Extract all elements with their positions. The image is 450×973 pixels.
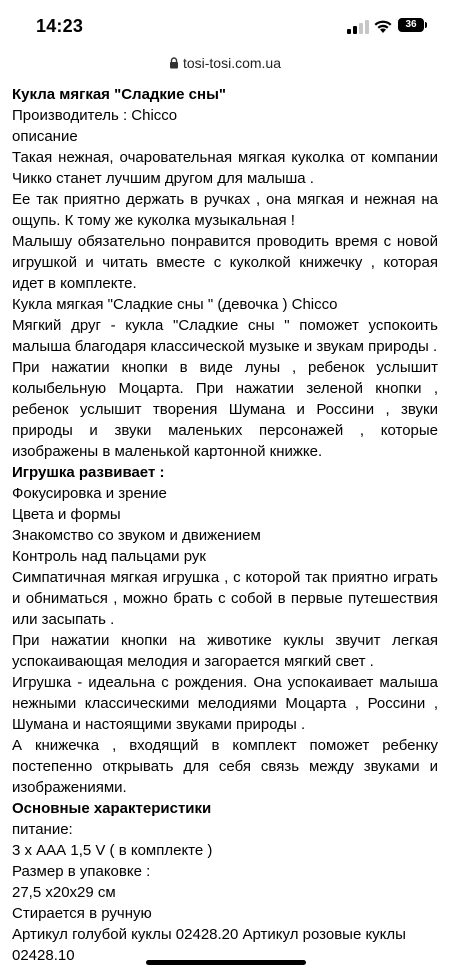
- address-bar[interactable]: [0, 48, 450, 78]
- spec-power-value: 3 х ААА 1,5 V ( в комплекте ): [12, 842, 213, 859]
- paragraph: Мягкий друг - кукла "Сладкие сны " поможет успокоить малыша благодаря классической музыке и звукам природы .: [12, 317, 438, 355]
- cellular-signal-icon: [347, 20, 369, 34]
- specs-heading: Основные характеристики: [12, 800, 212, 817]
- product-title: Кукла мягкая "Сладкие сны": [12, 86, 226, 103]
- list-item: Фокусировка и зрение: [12, 485, 167, 502]
- lock-icon: [169, 57, 179, 69]
- paragraph: При нажатии кнопки в виде луны , ребенок услышит колыбельную Моцарта. При нажатии зеленой кнопки , ребенок услышит творения Шумана и Россини , звуки природы и звуки маленьких персонажей , которые изображены в маленькой картонной книжке.: [12, 359, 438, 460]
- spec-size-value: 27,5 х20х29 см: [12, 884, 116, 901]
- paragraph: А книжечка , входящий в комплект поможет ребенку постепенно открывать для себя связь между звуками и изображениями.: [12, 737, 438, 796]
- paragraph: Малышу обязательно понравится проводить время с новой игрушкой и читать вместе с куколкой книжечку , которая идет в комплекте.: [12, 233, 438, 292]
- paragraph: Ее так приятно держать в ручках , она мягкая и нежная на ощупь. К тому же куколка музыкальная !: [12, 191, 438, 229]
- paragraph: Такая нежная, очаровательная мягкая куколка от компании Чикко станет лучшим другом для малыша .: [12, 149, 438, 187]
- url-text: tosi-tosi.com.ua: [182, 55, 282, 71]
- battery-icon: 36: [398, 18, 424, 32]
- paragraph: Кукла мягкая "Сладкие сны " (девочка ) Chicco: [12, 296, 338, 313]
- spec-wash: Стирается в ручную: [12, 905, 152, 922]
- battery-cap: [425, 22, 427, 28]
- spec-power-label: питание:: [12, 821, 73, 838]
- list-item: Знакомство со звуком и движением: [12, 527, 261, 544]
- paragraph: Симпатичная мягкая игрушка , с которой так приятно играть и обниматься , можно брать с собой в первые путешествия или засыпать .: [12, 569, 438, 628]
- status-time: 14:23: [36, 16, 84, 36]
- spec-article-numbers: Артикул голубой куклы 02428.20 Артикул розовые куклы 02428.10: [12, 926, 406, 964]
- develops-heading: Игрушка развивает :: [12, 464, 165, 481]
- paragraph: При нажатии кнопки на животике куклы звучит легкая успокаивающая мелодия и загорается мягкий свет .: [12, 632, 438, 670]
- spec-size-label: Размер в упаковке :: [12, 863, 151, 880]
- manufacturer: Производитель : Chicco: [12, 107, 178, 124]
- description-label: описание: [12, 128, 78, 145]
- list-item: Цвета и формы: [12, 506, 121, 523]
- home-indicator[interactable]: [146, 960, 306, 965]
- wifi-icon: [373, 18, 393, 34]
- status-bar: [0, 0, 450, 54]
- paragraph: Игрушка - идеальна с рождения. Она успокаивает малыша нежными классическими мелодиями Моцарта , Россини , Шумана и настоящими звуками природы .: [12, 674, 438, 733]
- product-description: [12, 84, 438, 966]
- list-item: Контроль над пальцами рук: [12, 548, 206, 565]
